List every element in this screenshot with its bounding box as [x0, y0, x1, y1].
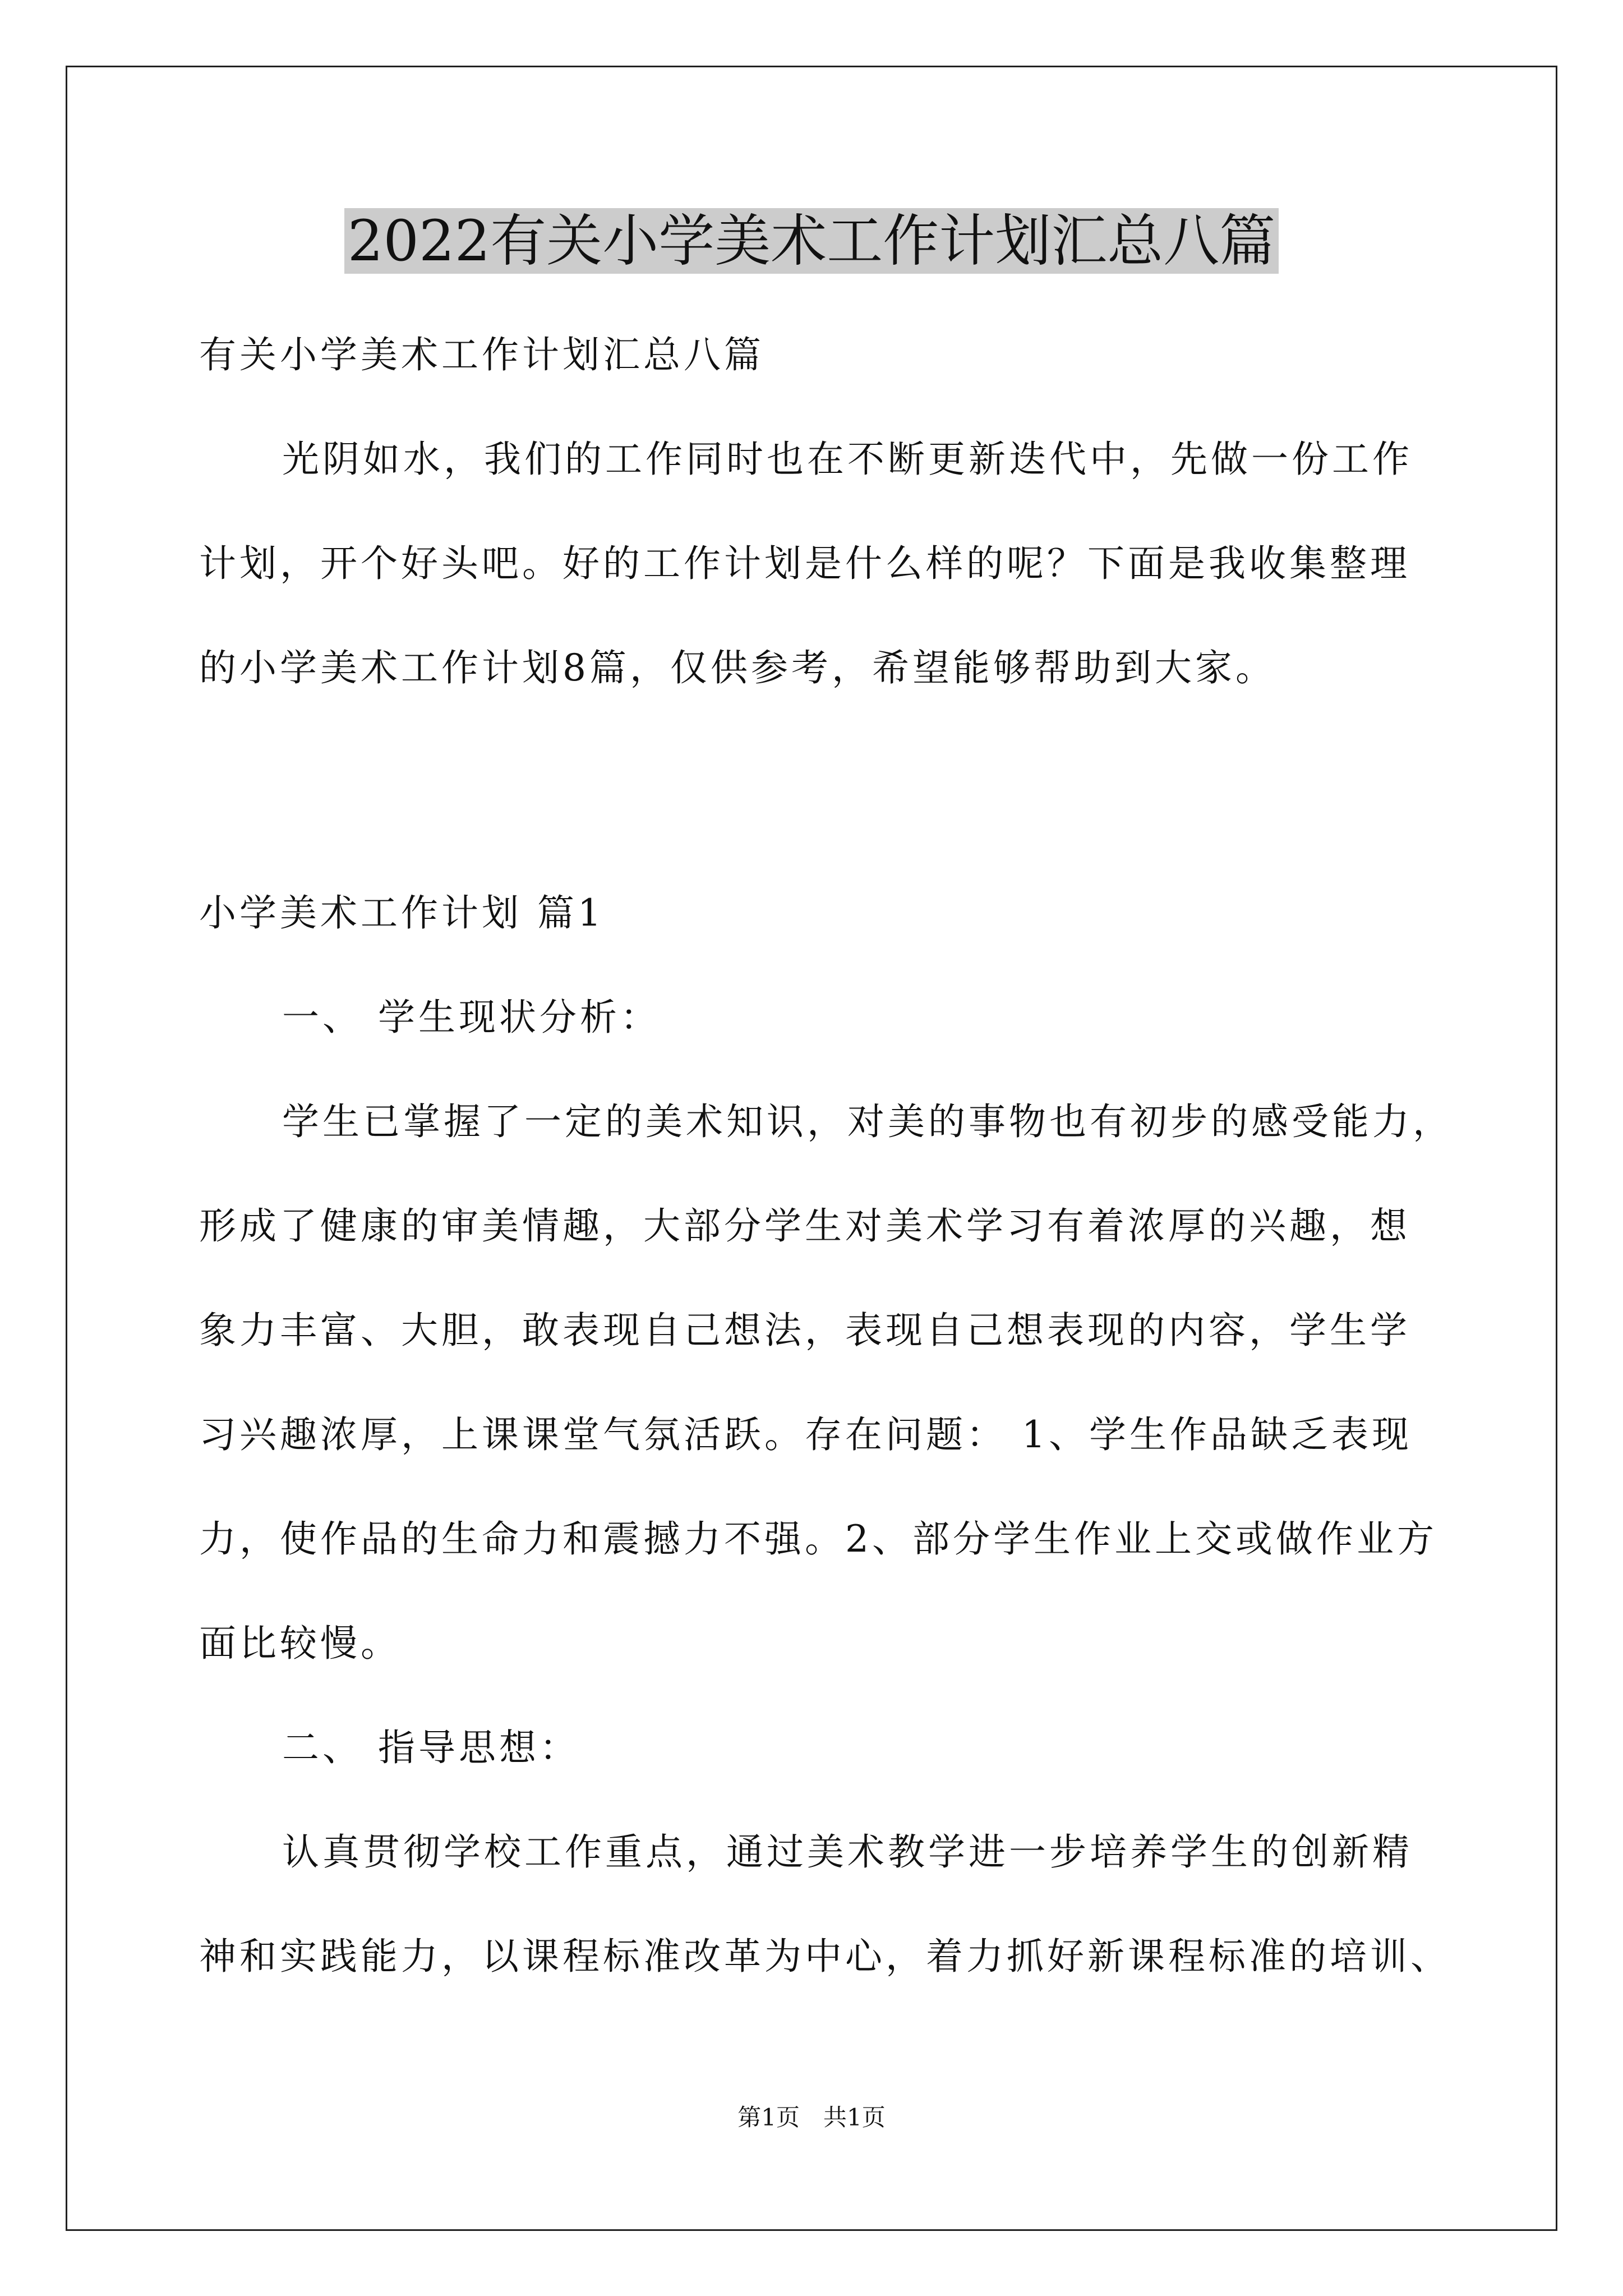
paragraph-line: 的小学美术工作计划8篇，仅供参考，希望能够帮助到大家。 — [199, 646, 1276, 689]
paragraph-line: 光阴如水，我们的工作同时也在不断更新迭代中，先做一份工作 — [282, 438, 1413, 481]
subsection-heading: 一、 学生现状分析： — [282, 996, 661, 1039]
subsection-heading: 二、 指导思想： — [282, 1726, 580, 1769]
paragraph-line: 学生已掌握了一定的美术知识，对美的事物也有初步的感受能力， — [282, 1100, 1453, 1143]
section-block — [199, 861, 1453, 2009]
paragraph-line: 习兴趣浓厚，上课课堂气氛活跃。存在问题： 1、学生作品缺乏表现 — [199, 1413, 1412, 1456]
paragraph-line: 力，使作品的生命力和震撼力不强。2、部分学生作业上交或做作业方 — [199, 1517, 1437, 1561]
document-title-text: 2022有关小学美术工作计划汇总八篇 — [344, 208, 1279, 274]
document-title — [0, 205, 1623, 278]
paragraph-line: 面比较慢。 — [199, 1622, 401, 1665]
subtitle-line: 有关小学美术工作计划汇总八篇 — [199, 333, 764, 376]
paragraph-line: 神和实践能力，以课程标准改革为中心，着力抓好新课程标准的培训、 — [199, 1935, 1451, 1978]
paragraph-line: 象力丰富、大胆，敢表现自己想法，表现自己想表现的内容，学生学 — [199, 1309, 1410, 1352]
paragraph-line: 计划，开个好头吧。好的工作计划是什么样的呢？下面是我收集整理 — [199, 542, 1410, 585]
paragraph-line: 认真贯彻学校工作重点，通过美术教学进一步培养学生的创新精 — [282, 1830, 1413, 1874]
section-heading: 小学美术工作计划 篇1 — [199, 891, 605, 935]
intro-block — [199, 303, 1427, 720]
page-number: 第1页 共1页 — [737, 2104, 886, 2131]
page-footer — [0, 2101, 1623, 2134]
paragraph-line: 形成了健康的审美情趣，大部分学生对美术学习有着浓厚的兴趣，想 — [199, 1204, 1410, 1248]
